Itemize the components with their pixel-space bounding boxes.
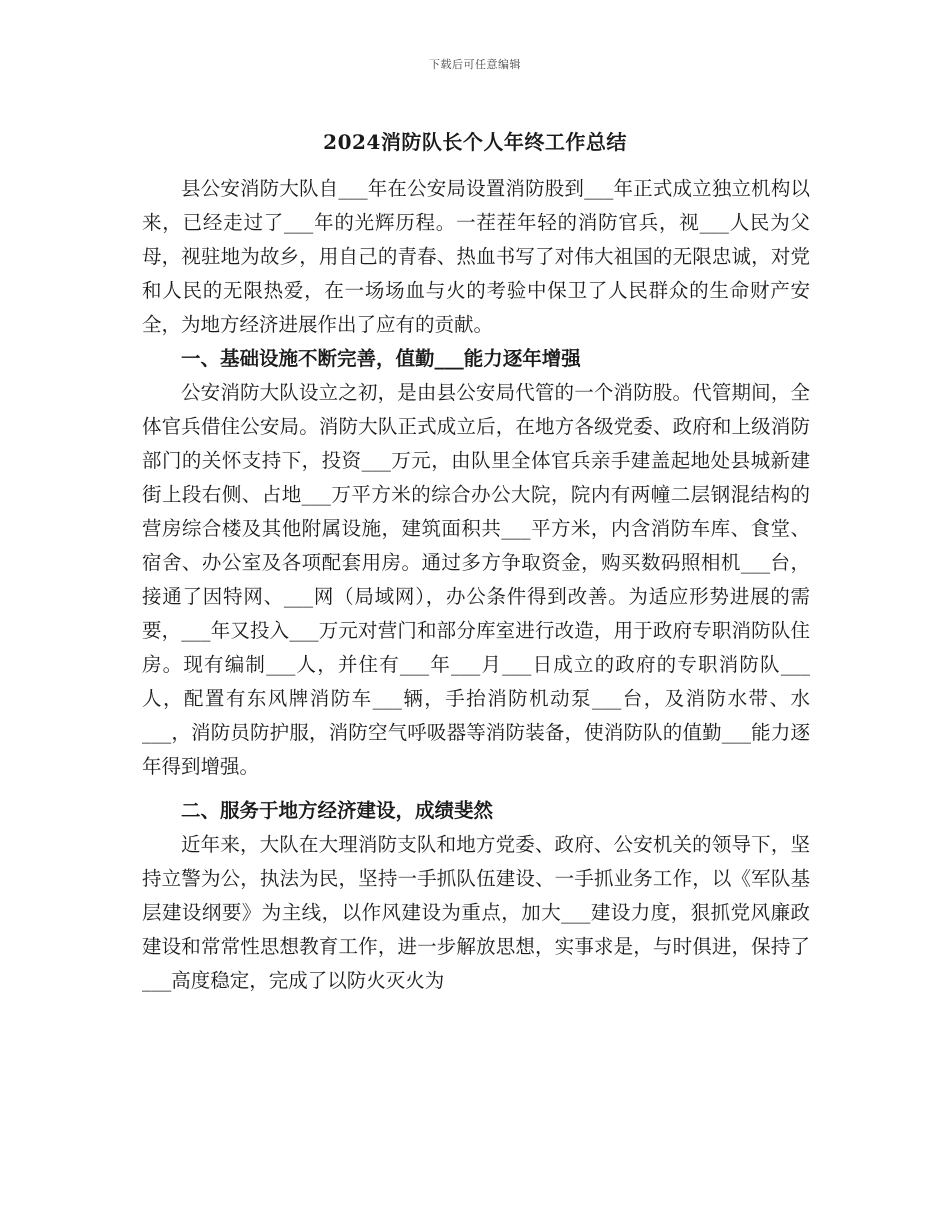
document-title: 2024消防队长个人年终工作总结 (323, 130, 627, 154)
document-body (142, 172, 810, 998)
section-2-heading: 二、服务于地方经济建设，成绩斐然 (181, 799, 494, 822)
intro-paragraph: 县公安消防大队自___年在公安局设置消防股到___年正式成立独立机构以来，已经走过了___年的光辉历程。一茬茬年轻的消防官兵，视___人民为父母，视驻地为故乡，用自己的青春、热血书写了对伟大祖国的无限忠诚，对党和人民的无限热爱，在一场场血与火的考验中保卫了人民群众的生命财产安全，为地方经济进展作出了应有的贡献。 (142, 177, 810, 336)
section-2-paragraph: 近年来，大队在大理消防支队和地方党委、政府、公安机关的领导下，坚持立警为公，执法为民，坚持一手抓队伍建设、一手抓业务工作，以《军队基层建设纲要》为主线，以作风建设为重点，加大___建设力度，狠抓党风廉政建设和常常性思想教育工作，进一步解放思想，实事求是，与时俱进，保持了___高度稳定，完成了以防火灭火为 (142, 833, 810, 992)
section-1-heading: 一、基础设施不断完善，值勤___能力逐年增强 (181, 347, 581, 370)
header-note: 下载后可任意编辑 (429, 58, 521, 71)
section-1-paragraph: 公安消防大队设立之初，是由县公安局代管的一个消防股。代管期间，全体官兵借住公安局。消防大队正式成立后，在地方各级党委、政府和上级消防部门的关怀支持下，投资___万元，由队里全体官兵亲手建盖起地处县城新建街上段右侧、占地___万平方米的综合办公大院，院内有两幢二层钢混结构的营房综合楼及其他附属设施，建筑面积共___平方米，内含消防车库、食堂、宿舍、办公室及各项配套用房。通过多方争取资金，购买数码照相机___台，接通了因特网、___网（局域网），办公条件得到改善。为适应形势进展的需要，___年又投入___万元对营门和部分库室进行改造，用于政府专职消防队住房。现有编制___人，并住有___年___月___日成立的政府的专职消防队___人，配置有东风牌消防车___辆，手抬消防机动泵___台，及消防水带、水___，消防员防护服，消防空气呼吸器等消防装备，使消防队的值勤___能力逐年得到增强。 (142, 381, 810, 778)
